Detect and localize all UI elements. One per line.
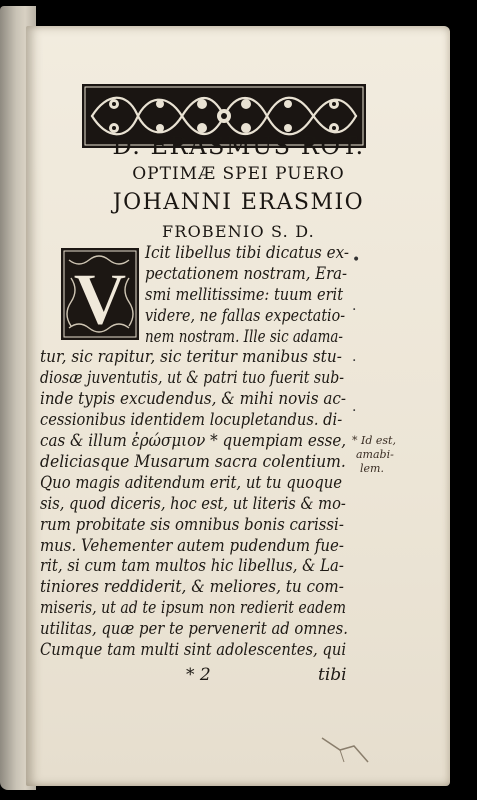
body-line: videre, ne fallas expectatio- [145, 305, 346, 325]
margin-note-2: amabi- [356, 448, 394, 461]
decorated-initial [61, 248, 139, 340]
signature-mark: * 2 [186, 665, 211, 685]
body-line: Icit libellus tibi dicatus ex- [145, 243, 349, 262]
heading-dedication: OPTIMÆ SPEI PUERO [132, 164, 345, 184]
body-line: Cumque tam multi sint adolescentes, qui [40, 640, 347, 659]
page-tear [320, 732, 370, 766]
svg-text:V: V [73, 259, 127, 340]
body-line: rum probitate sis omnibus bonis carissi- [40, 514, 344, 534]
body-line: Quo magis aditendum erit, ut tu quoque [40, 472, 343, 492]
heading-author: D. ERASMUS ROT. [112, 132, 365, 160]
margin-dot: · [352, 302, 357, 318]
margin-note-3: lem. [360, 462, 384, 475]
body-line: utilitas, quæ per te pervenerit ad omnes. [40, 619, 348, 639]
body-line: smi mellitissime: tuum erit [145, 284, 344, 304]
heading-recipient: JOHANNI ERASMIO [112, 190, 365, 215]
body-line: nem nostram. Ille sic adama- [145, 326, 343, 346]
body-line: pectationem nostram, Era- [145, 263, 348, 283]
body-line: tiniores reddiderit, & meliores, tu com- [40, 577, 344, 597]
body-line: inde typis excudendus, & mihi novis ac- [40, 389, 347, 409]
body-line: cas & illum ἐρώσμιον * quempiam esse, [40, 431, 347, 451]
margin-dot: · [352, 403, 357, 419]
heading-salutation: FROBENIO S. D. [162, 222, 315, 241]
body-line: rit, si cum tam multos hic libellus, & La- [40, 556, 344, 576]
body-line: miseris, ut ad te ipsum non redierit eadem [40, 598, 347, 618]
body-line: sis, quod diceris, hoc est, ut literis & mo- [40, 493, 346, 513]
body-line: tur, sic rapitur, sic teritur manibus stu- [40, 347, 342, 367]
body-line: cessionibus identidem locupletandus. di- [40, 410, 343, 430]
margin-dot: • [352, 252, 361, 268]
catchword: tibi [318, 665, 347, 685]
body-line: deliciasque Musarum sacra colentium. [40, 451, 346, 471]
margin-dot: · [352, 353, 357, 369]
body-line: diosæ juventutis, ut & patri tuo fuerit sub- [40, 368, 345, 388]
margin-note-1: * Id est, [352, 434, 396, 447]
body-line: mus. Vehementer autem pudendum fue- [40, 535, 344, 555]
